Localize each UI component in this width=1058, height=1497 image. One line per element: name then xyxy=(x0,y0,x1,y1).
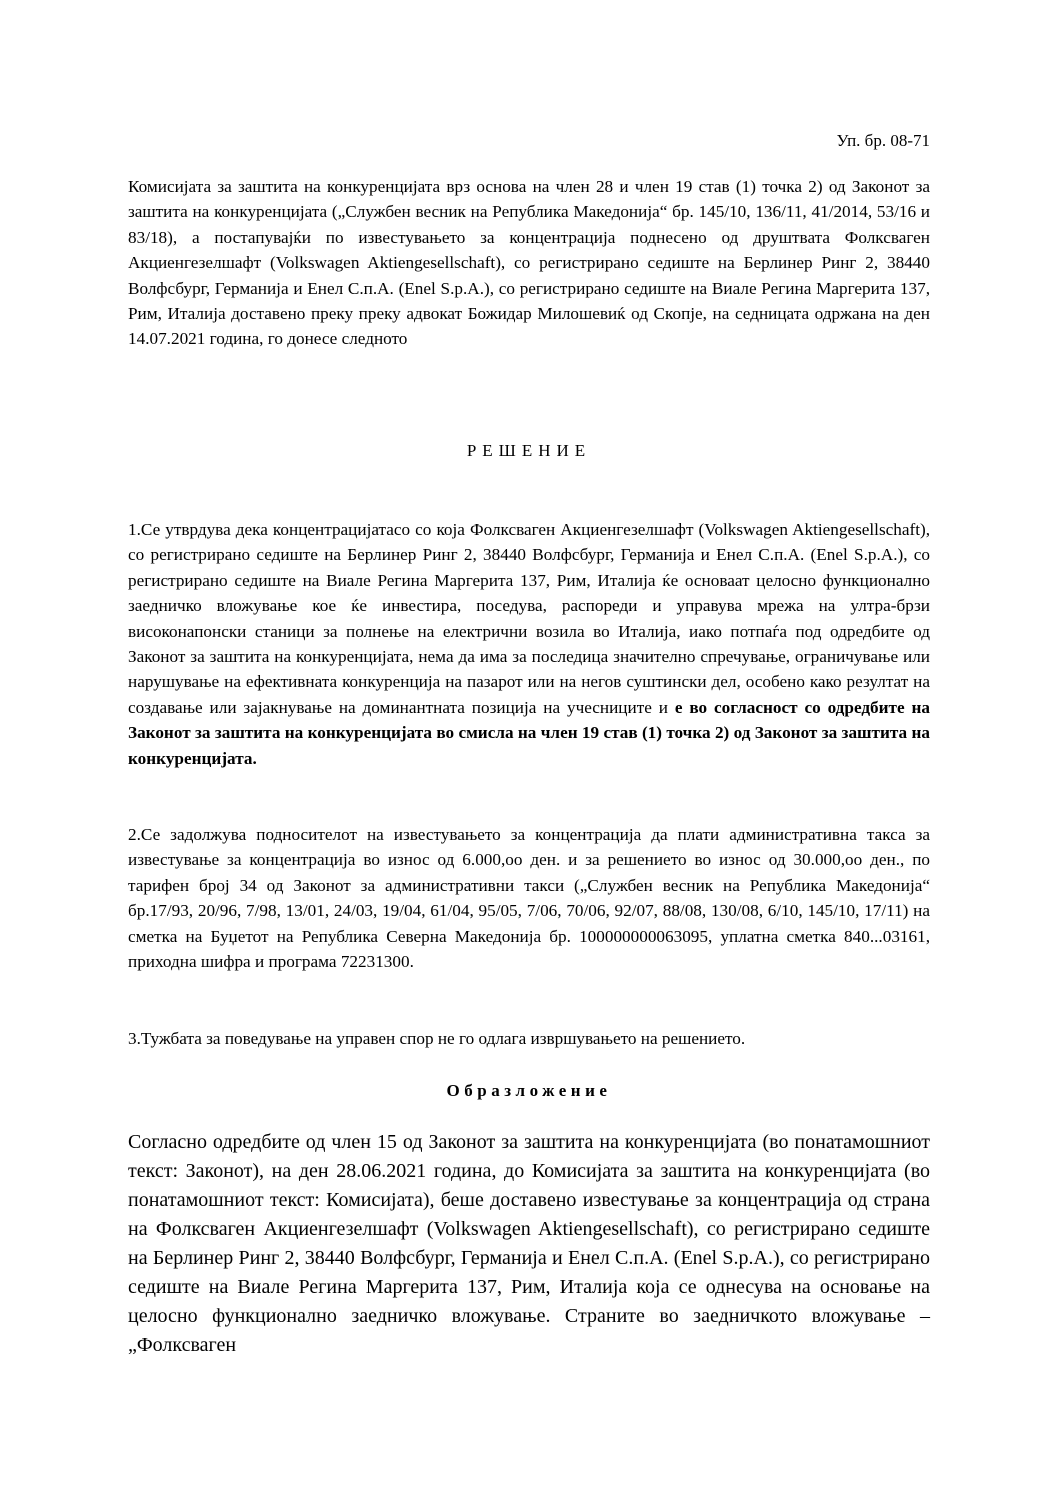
reasoning-heading: Образложение xyxy=(446,1081,612,1100)
reasoning-text: Согласно одредбите од член 15 од Законот за заштита на конкуренцијата (во понатамошниот текст: Законот), на ден 28.06.2021 година, до Комисијата за заштита на конкуренцијата (во понатамошниот текст: Комисијата), беше доставено известување за концентрација од страна на Фолксваген Акциенгезелшафт (Volkswagen Aktiengesellschaft), со регистрирано седиште на Берлинер Ринг 2, 38440 Волфсбург, Германија и Енел С.п.А. (Enel S.p.A.), со регистрирано седиште на Виале Регина Маргерита 137, Рим, Италија која се однесува на основање на целосно функционално заедничко вложување. Страните во заедничкото вложување – „Фолксваген xyxy=(128,1131,930,1356)
decision-item-1-text: 1.Се утврдува дека концентрацијатасо со која Фолксваген Акциенгезелшафт (Volkswagen Aktiengesellschaft), со регистрирано седиште на Берлинер Ринг 2, 38440 Волфсбург, Германија и Енел С.п.А. (Enel S.p.A.), со регистрирано седиште на Виале Регина Маргерита 137, Рим, Италија ќе основаат целосно функционално заедничко вложување кое ќе инвестира, поседува, распореди и управува мрежа на ултра-брзи високонапонски станици за полнење на електрични возила во Италија, иако потпаѓа под одредбите од Законот за заштита на конкуренцијата, нема да има за последица значително спречување, ограничување или нарушување на ефективната конкуренција на пазарот или на негов суштински дел, особено како резултат на создавање или зајакнување на доминантната позиција на учесниците и xyxy=(128,520,930,717)
decision-item-3: 3.Тужбата за поведување на управен спор не го одлага извршувањето на решението. xyxy=(128,1029,746,1048)
decision-item-1-bold-text: е во согласност со одредбите на Законот за заштита на конкуренцијата во смисла на член 19 став (1) точка 2) од Законот за заштита на конкуренцијата. xyxy=(128,697,930,768)
decision-heading: РЕШЕНИЕ xyxy=(466,441,592,460)
intro-paragraph: Комисијата за заштита на конкуренцијата врз основа на член 28 и член 19 став (1) точка 2) од Законот за заштита на конкуренцијата („Службен весник на Република Македонија“ бр. 145/10, 136/11, 41/2014, 53/16 и 83/18), а постапувајќи по известувањето за концентрација поднесено од друштвата Фолксваген Акциенгезелшафт (Volkswagen Aktiengesellschaft), со регистрирано седиште на Берлинер Ринг 2, 38440 Волфсбург, Германија и Енел С.п.А. (Enel S.p.A.), со регистрирано седиште на Виале Регина Маргерита 137, Рим, Италија доставено преку преку адвокат Божидар Милошевиќ од Скопје, на седницата одржана на ден 14.07.2021 година, го донесе следното xyxy=(128,177,930,349)
decision-item-2: 2.Се задолжува подносителот на известувањето за концентрација да плати административна такса за известување за концентрација во износ од 6.000,оо ден. и за решението во износ од 30.000,оо ден., по тарифен број 34 од Законот за административни такси („Службен весник на Република Македонија“ бр.17/93, 20/96, 7/98, 13/01, 24/03, 19/04, 61/04, 95/05, 7/06, 70/06, 92/07, 88/08, 130/08, 6/10, 145/10, 17/11) на сметка на Буџетот на Република Северна Македонија бр. 100000000063095, уплатна сметка 840...03161, приходна шифра и програма 72231300. xyxy=(128,825,930,972)
decision-item-1 xyxy=(128,517,930,771)
case-number: Уп. бр. 08-71 xyxy=(836,131,930,150)
reasoning-paragraph xyxy=(128,1128,930,1360)
